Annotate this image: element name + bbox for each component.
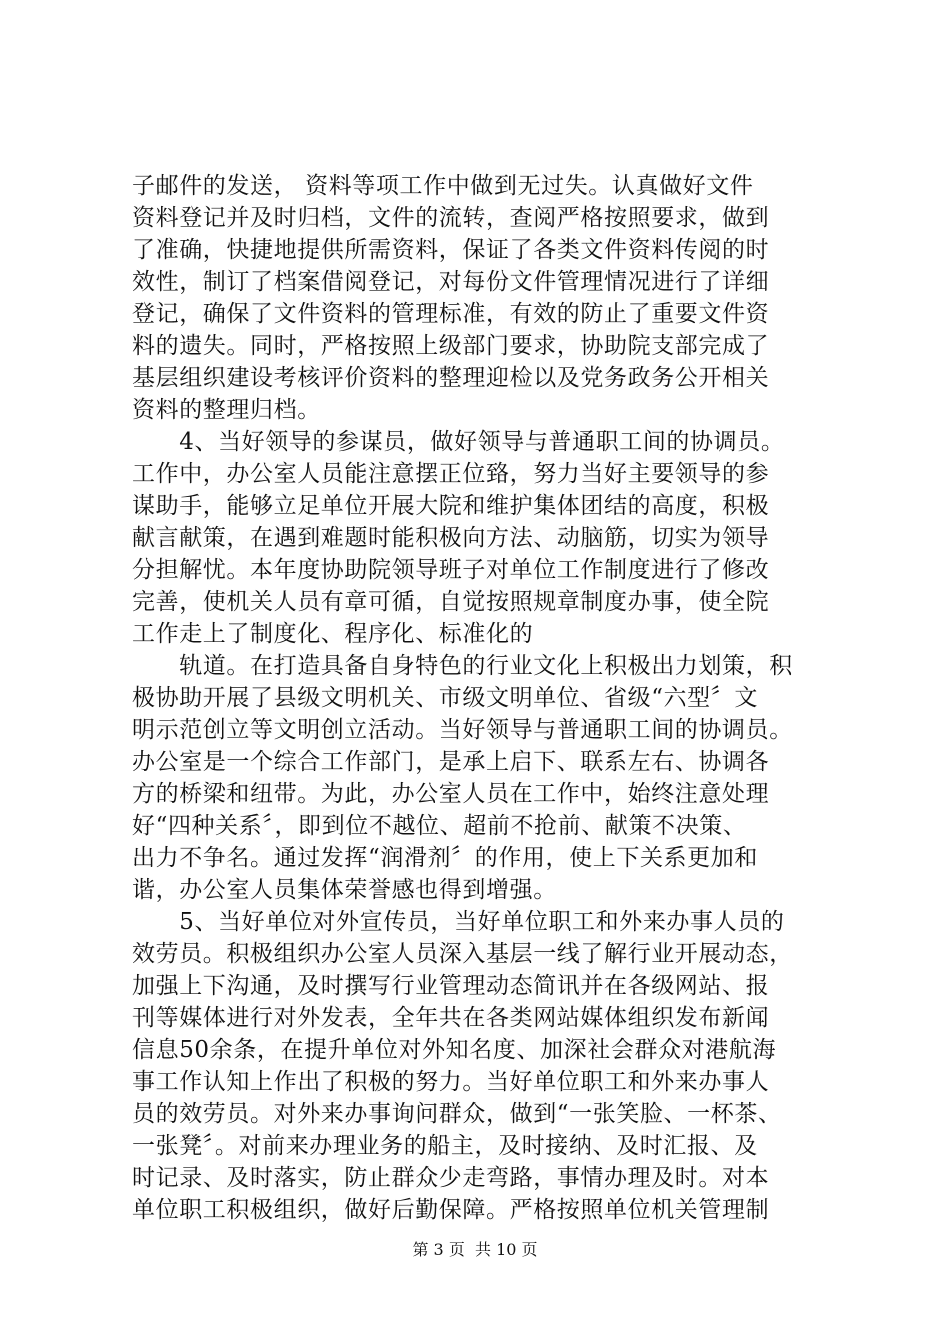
text-line: 极协助开展了县级文明机关、市级文明单位、省级“六型〞文: [132, 685, 758, 711]
text-line: 轨道。在打造具备自身特色的行业文化上积极出力划策，积: [132, 653, 793, 679]
text-line: 效劳员。积极组织办公室人员深入基层一线了解行业开展动态，: [132, 941, 793, 967]
text-line: 明示范创立等文明创立活动。当好领导与普通职工间的协调员。: [132, 717, 793, 743]
text-line: 谋助手，能够立足单位开展大院和维护集体团结的高度，积极: [132, 493, 770, 519]
text-line: 完善，使机关人员有章可循，自觉按照规章制度办事，使全院: [132, 589, 770, 615]
text-line: 办公室是一个综合工作部门，是承上启下、联系左右、协调各: [132, 749, 770, 775]
page-footer: 第 3 页 共 10 页: [412, 1240, 538, 1259]
text-line: 工作走上了制度化、程序化、标准化的: [132, 621, 534, 647]
document-body: [132, 170, 832, 1226]
text-line: 好“四种关系〞，即到位不越位、超前不抢前、献策不决策、: [132, 813, 747, 839]
text-line: 单位职工积极组织，做好后勤保障。严格按照单位机关管理制: [132, 1197, 770, 1223]
text-line: 分担解忧。本年度协助院领导班子对单位工作制度进行了修改: [132, 557, 770, 583]
text-line: 加强上下沟通，及时撰写行业管理动态简讯并在各级网站、报: [132, 973, 770, 999]
text-line: 员的效劳员。对外来办事询问群众，做到“一张笑脸、一杯茶、: [132, 1101, 782, 1127]
text-line: 登记，确保了文件资料的管理标准，有效的防止了重要文件资: [132, 301, 770, 327]
text-line: 基层组织建设考核评价资料的整理迎检以及党务政务公开相关: [132, 365, 770, 391]
text-line: 方的桥梁和纽带。为此，办公室人员在工作中，始终注意处理: [132, 781, 770, 807]
text-line: 工作中，办公室人员能注意摆正位臵，努力当好主要领导的参: [132, 461, 770, 487]
text-line: 一张凳〞。对前来办理业务的船主，及时接纳、及时汇报、及: [132, 1133, 758, 1159]
text-line: 时记录、及时落实，防止群众少走弯路，事情办理及时。对本: [132, 1165, 770, 1191]
text-line: 子邮件的发送， 资料等项工作中做到无过失。认真做好文件: [132, 173, 754, 199]
text-line: 4、当好领导的参谋员，做好领导与普通职工间的协调员。: [132, 429, 785, 455]
text-line: 信息50余条，在提升单位对外知名度、加深社会群众对港航海: [132, 1037, 777, 1063]
text-line: 效性，制订了档案借阅登记，对每份文件管理情况进行了详细: [132, 269, 770, 295]
text-line: 谐，办公室人员集体荣誉感也得到增强。: [132, 877, 557, 903]
text-line: 出力不争名。通过发挥“润滑剂〞的作用，使上下关系更加和: [132, 845, 758, 871]
text-line: 料的遗失。同时，严格按照上级部门要求，协助院支部完成了: [132, 333, 770, 359]
text-line: 献言献策，在遇到难题时能积极向方法、动脑筋，切实为领导: [132, 525, 770, 551]
text-line: 资料登记并及时归档，文件的流转，查阅严格按照要求，做到: [132, 205, 770, 231]
text-line: 刊等媒体进行对外发表，全年共在各类网站媒体组织发布新闻: [132, 1005, 770, 1031]
text-line: 了准确，快捷地提供所需资料，保证了各类文件资料传阅的时: [132, 237, 770, 263]
text-line: 5、当好单位对外宣传员，当好单位职工和外来办事人员的: [132, 909, 785, 935]
text-line: 事工作认知上作出了积极的努力。当好单位职工和外来办事人: [132, 1069, 770, 1095]
text-line: 资料的整理归档。: [132, 397, 321, 423]
